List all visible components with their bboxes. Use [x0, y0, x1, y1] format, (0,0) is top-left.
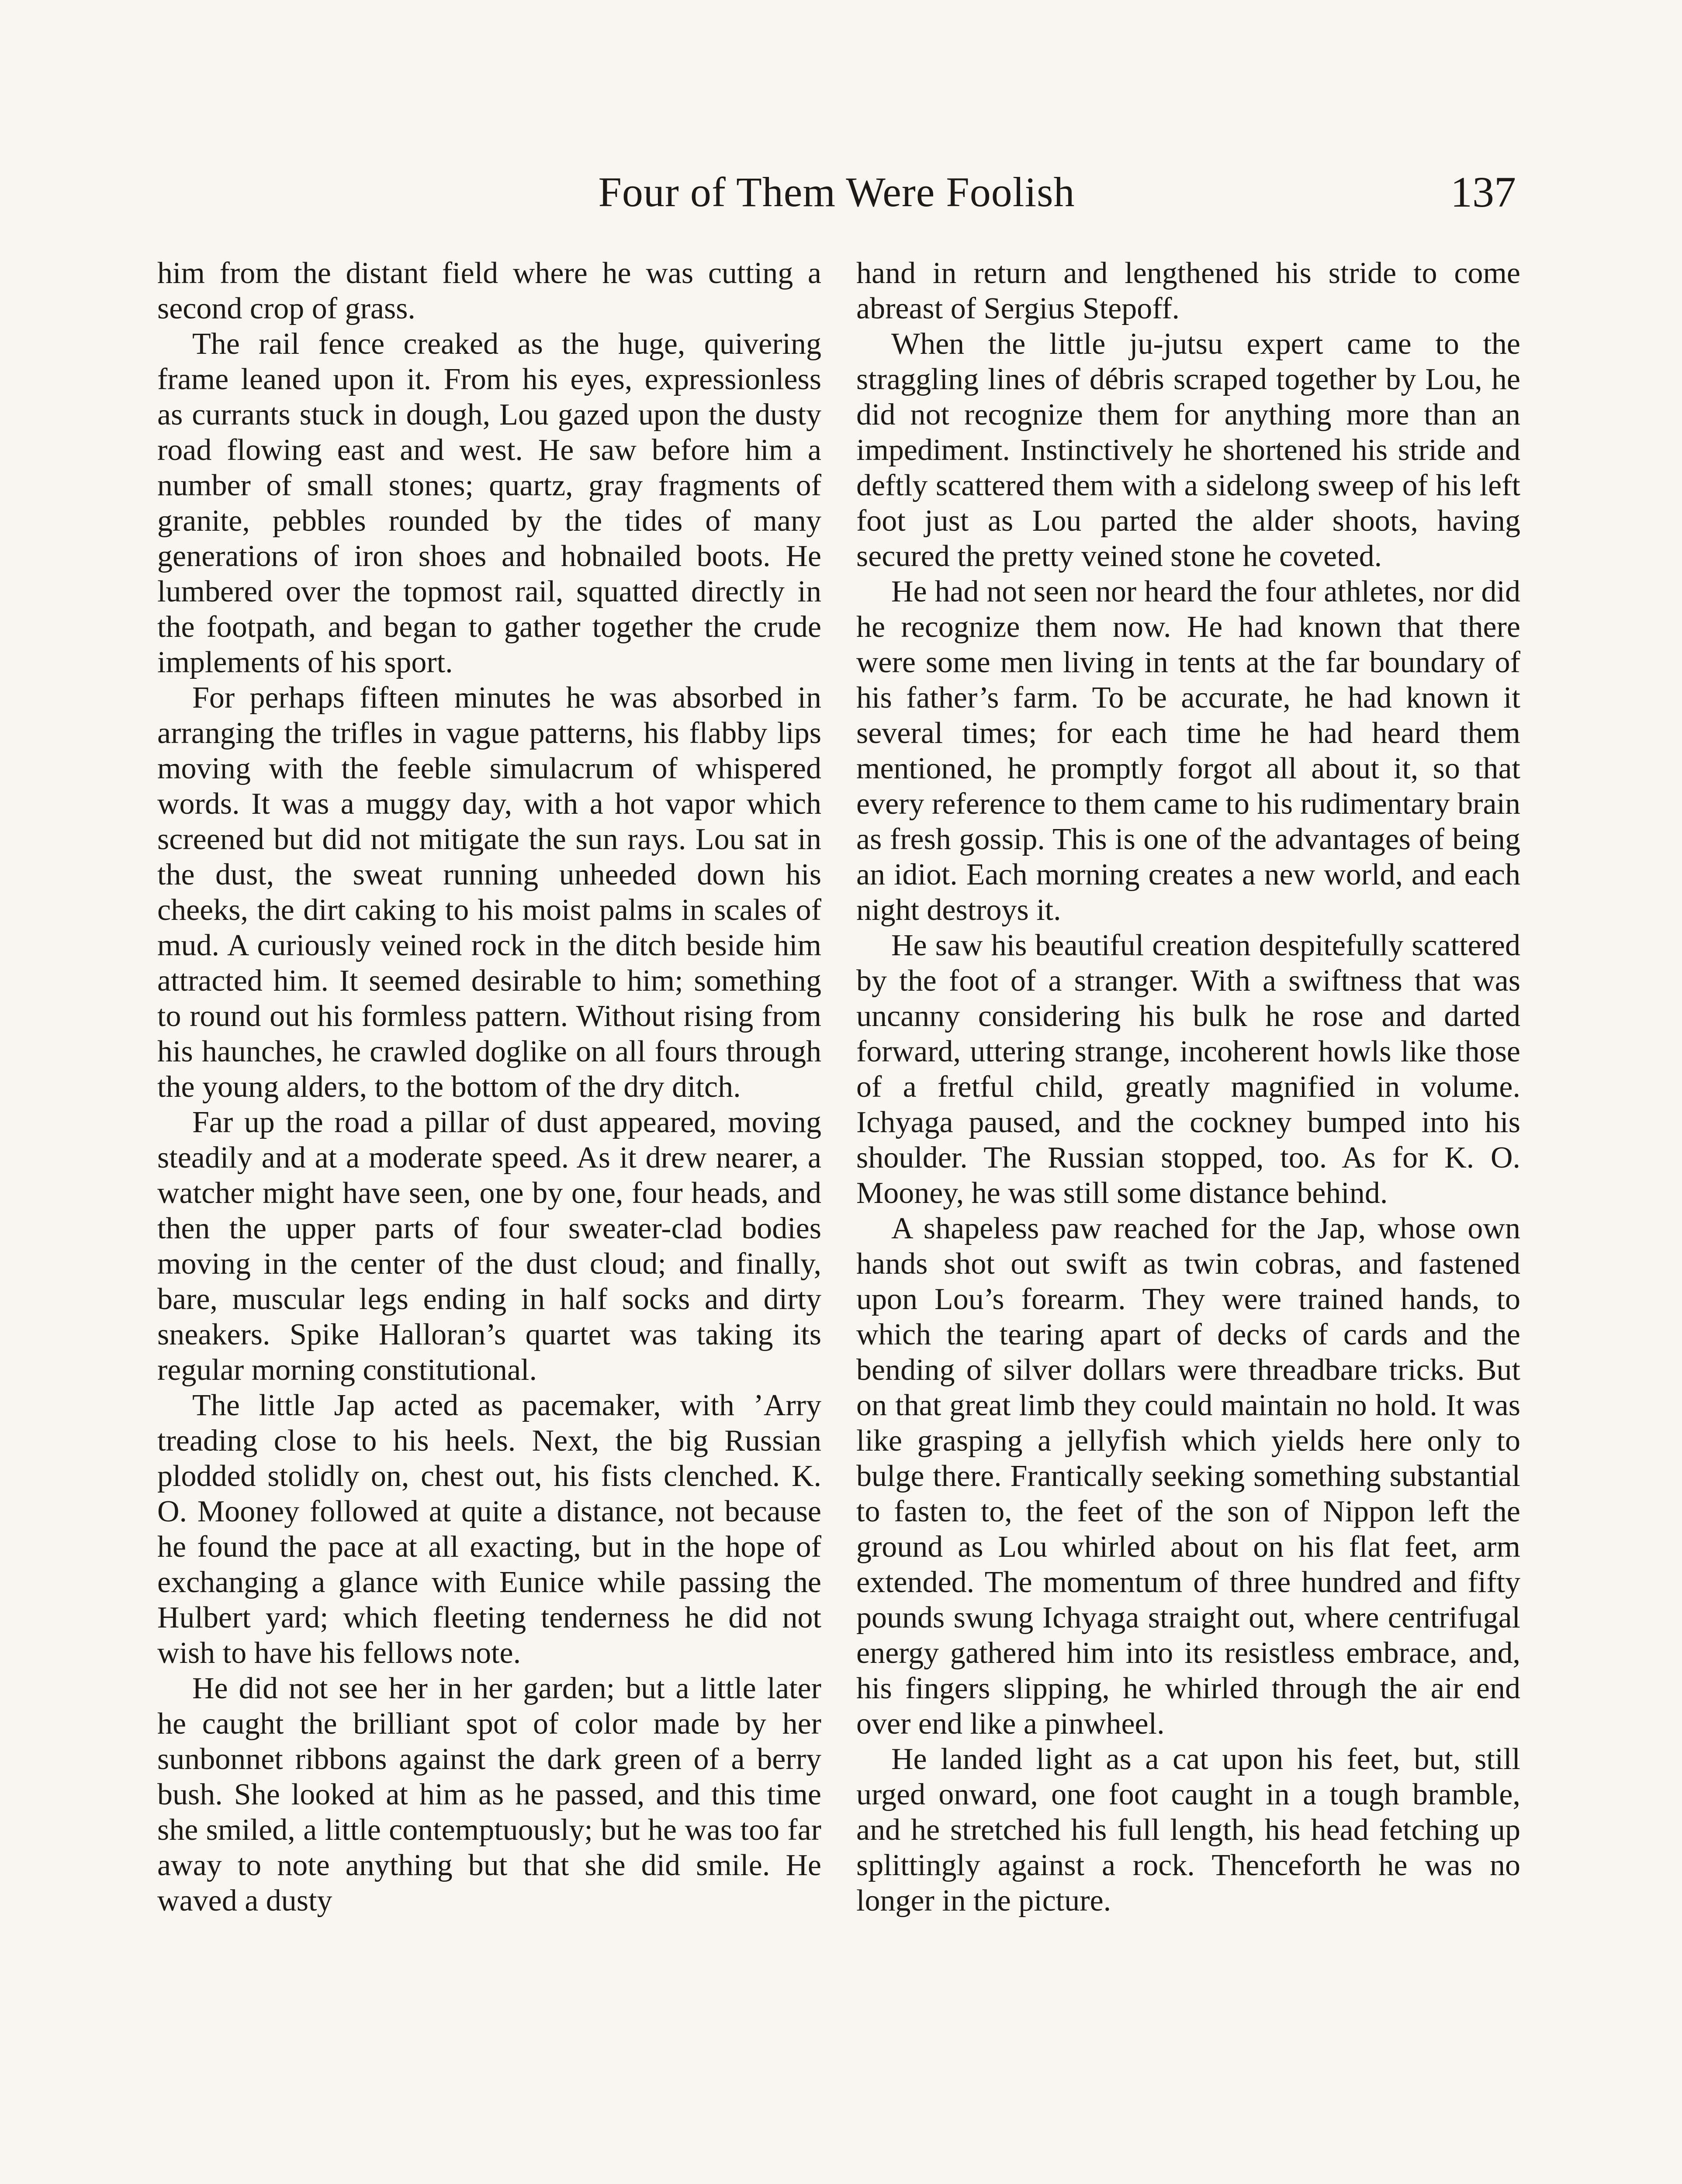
paragraph: him from the distant field where he was cutting a second crop of grass. — [157, 256, 821, 325]
paragraph: He saw his beautiful creation despitefully scattered by the foot of a stranger. With a swiftness that was uncanny considering his bulk he rose and darted forward, uttering strange, incoherent howls like those of a fretful child, greatly magnified in volume. Ichyaga paused, and the cockney bumped into his shoulder. The Russian stopped, too. As for K. O. Mooney, he was still some distance behind. — [856, 929, 1520, 1210]
running-title: Four of Them Were Foolish — [598, 169, 1075, 215]
paragraph: He did not see her in her garden; but a little later he caught the brilliant spot of color made by her sunbonnet ribbons against the dark green of a berry bush. She looked at him as he passed, and this time she smiled, a little contemptuously; but he was too far away to note anything but that she did smile. He waved a dusty — [157, 1672, 821, 1918]
paragraph: For perhaps fifteen minutes he was absorbed in arranging the trifles in vague patterns, his flabby lips moving with the feeble simulacrum of whispered words. It was a muggy day, with a hot vapor which screened but did not mitigate the sun rays. Lou sat in the dust, the sweat running unheeded down his cheeks, the dirt caking to his moist palms in scales of mud. A curiously veined rock in the ditch beside him attracted him. It seemed desirable to him; something to round out his formless pattern. Without rising from his haunches, he crawled doglike on all fours through the young alders, to the bottom of the dry ditch. — [157, 681, 821, 1104]
paragraph: Far up the road a pillar of dust appeared, moving steadily and at a moderate speed. As it drew nearer, a watcher might have seen, one by one, four heads, and then the upper parts of four sweater-clad bodies moving in the center of the dust cloud; and finally, bare, muscular legs ending in half socks and dirty sneakers. Spike Halloran’s quartet was taking its regular morning constitutional. — [157, 1106, 821, 1387]
paragraph: He had not seen nor heard the four athletes, nor did he recognize them now. He had known that there were some men living in tents at the far boundary of his father’s farm. To be accurate, he had known it several times; for each time he had heard them mentioned, he promptly forgot all about it, so that every reference to them came to his rudimentary brain as fresh gossip. This is one of the advantages of being an idiot. Each morning creates a new world, and each night destroys it. — [856, 575, 1520, 927]
left-column — [157, 256, 821, 1918]
paragraph: He landed light as a cat upon his feet, but, still urged onward, one foot caught in a tough bramble, and he stretched his full length, his head fetching up splittingly against a rock. Thenceforth he was no longer in the picture. — [856, 1742, 1520, 1918]
paragraph: The rail fence creaked as the huge, quivering frame leaned upon it. From his eyes, expressionless as currants stuck in dough, Lou gazed upon the dusty road flowing east and west. He saw before him a number of small stones; quartz, gray fragments of granite, pebbles rounded by the tides of many generations of iron shoes and hobnailed boots. He lumbered over the topmost rail, squatted directly in the footpath, and began to gather together the crude implements of his sport. — [157, 327, 821, 679]
paragraph: The little Jap acted as pacemaker, with ’Arry treading close to his heels. Next, the big Russian plodded stolidly on, chest out, his fists clenched. K. O. Mooney followed at quite a distance, not because he found the pace at all exacting, but in the hope of exchanging a glance with Eunice while passing the Hulbert yard; which fleeting tenderness he did not wish to have his fellows note. — [157, 1389, 821, 1670]
right-column — [856, 256, 1520, 1918]
paragraph: A shapeless paw reached for the Jap, whose own hands shot out swift as twin cobras, and fastened upon Lou’s forearm. They were trained hands, to which the tearing apart of decks of cards and the bending of silver dollars were threadbare tricks. But on that great limb they could maintain no hold. It was like grasping a jellyfish which yields here only to bulge there. Frantically seeking something substantial to fasten to, the feet of the son of Nippon left the ground as Lou whirled about on his flat feet, arm extended. The momentum of three hundred and fifty pounds swung Ichyaga straight out, where centrifugal energy gathered him into its resistless embrace, and, his fingers slipping, he whirled through the air end over end like a pinwheel. — [856, 1212, 1520, 1741]
page-number: 137 — [1450, 168, 1516, 216]
paragraph: When the little ju-jutsu expert came to the straggling lines of débris scraped together by Lou, he did not recognize them for anything more than an impediment. Instinctively he shortened his stride and deftly scattered them with a sidelong sweep of his left foot just as Lou parted the alder shoots, having secured the pretty veined stone he coveted. — [856, 327, 1520, 573]
paragraph: hand in return and lengthened his stride to come abreast of Sergius Stepoff. — [856, 256, 1520, 325]
running-head — [157, 162, 1516, 223]
